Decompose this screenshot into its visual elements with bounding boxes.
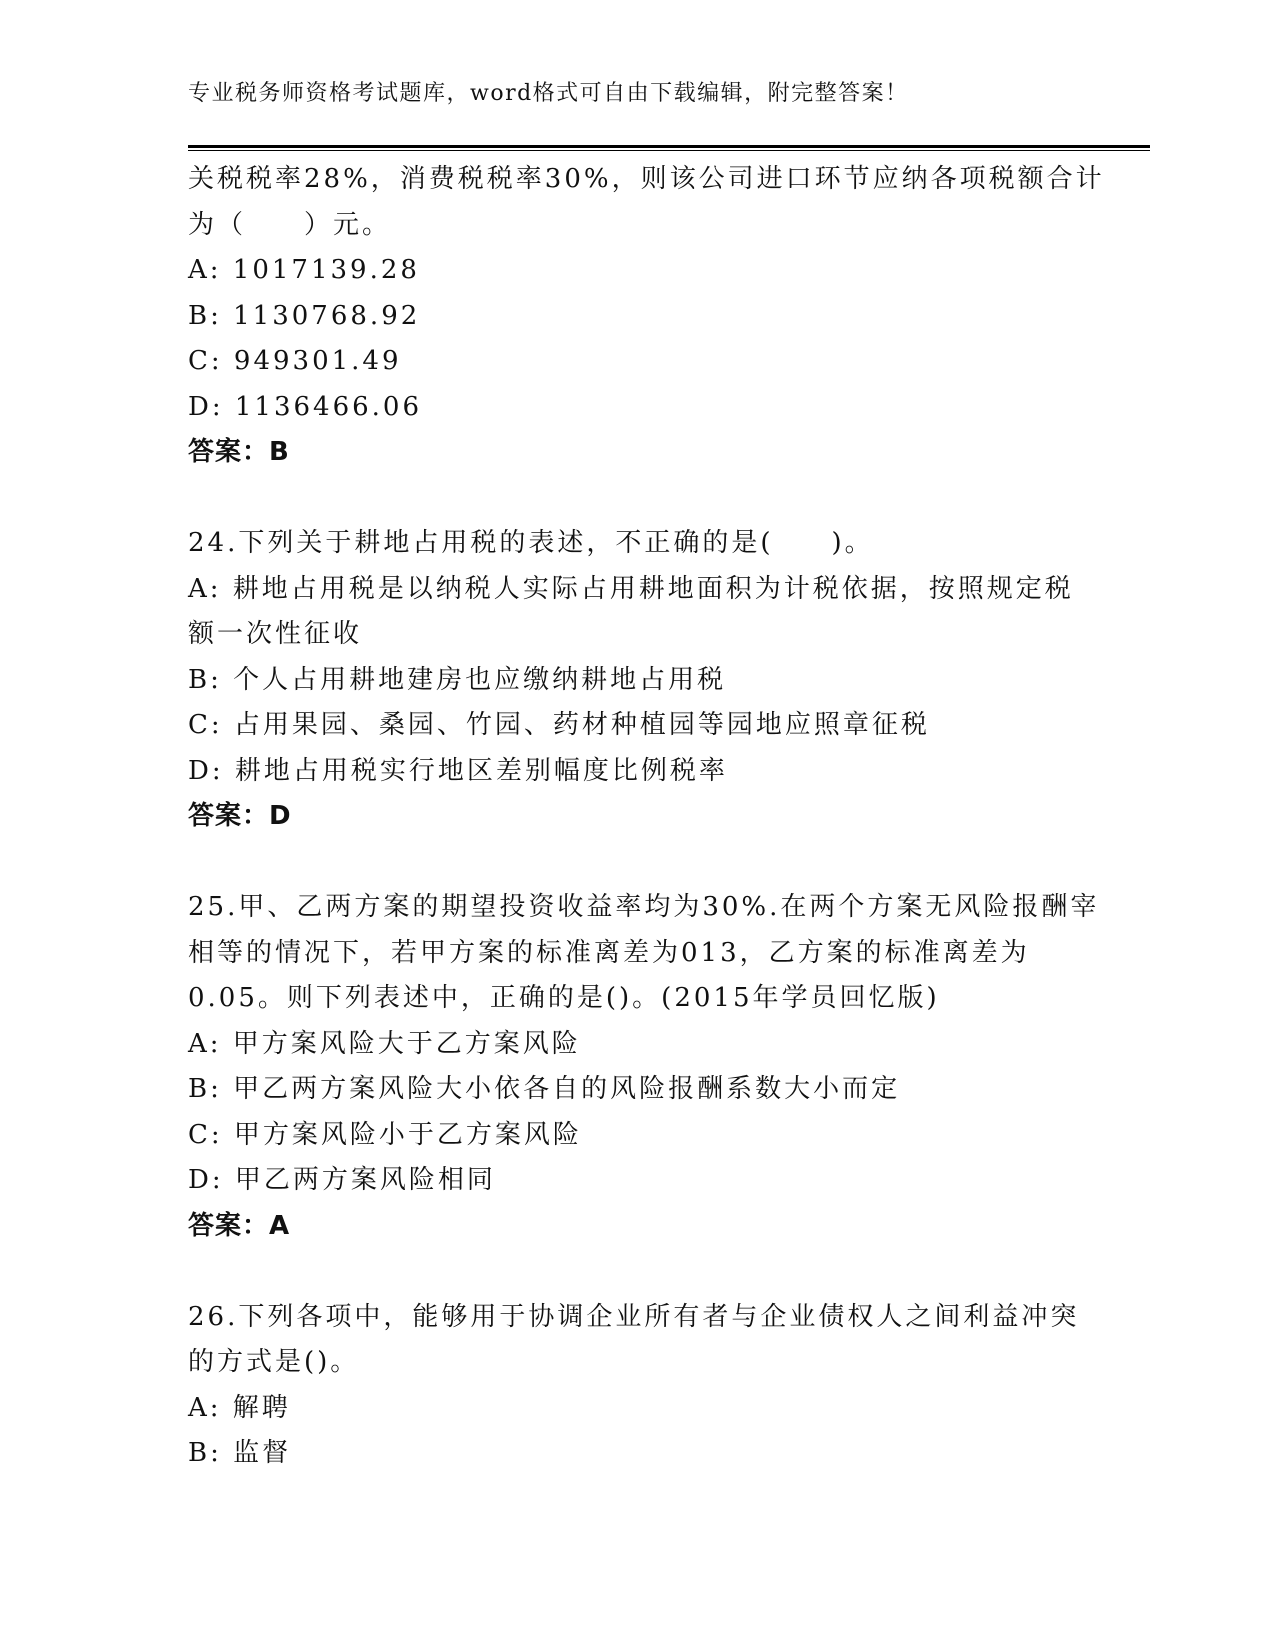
- option-a: A: 1017139.28: [188, 255, 420, 285]
- option-c: C: 949301.49: [188, 346, 402, 376]
- question-stem-line: 的方式是()。: [188, 1347, 360, 1377]
- option-d: D: 甲乙两方案风险相同: [188, 1165, 496, 1195]
- question-stem-line: 25.甲、乙两方案的期望投资收益率均为30%.在两个方案无风险报酬宰: [188, 892, 1100, 922]
- spacer: [188, 476, 1108, 522]
- spacer: [188, 840, 1108, 886]
- option-b: B: 1130768.92: [188, 300, 421, 331]
- answer-label: 答案：B: [188, 437, 290, 467]
- question-23: [188, 157, 1108, 476]
- question-stem-line: 0.05。则下列表述中，正确的是()。(2015年学员回忆版): [188, 983, 940, 1013]
- question-stem-line: 关税税率28%，消费税税率30%，则该公司进口环节应纳各项税额合计: [188, 164, 1105, 194]
- option-a: A: 甲方案风险大于乙方案风险: [188, 1028, 581, 1059]
- answer-label: 答案：D: [188, 801, 292, 831]
- option-d: D: 1136466.06: [188, 391, 423, 422]
- spacer: [188, 1249, 1108, 1295]
- option-b: B: 个人占用耕地建房也应缴纳耕地占用税: [188, 664, 727, 695]
- question-24: [188, 521, 1108, 840]
- option-a-continued: 额一次性征收: [188, 619, 363, 649]
- page-header: 专业税务师资格考试题库，word格式可自由下载编辑，附完整答案！: [188, 81, 909, 106]
- option-b: B: 甲乙两方案风险大小依各自的风险报酬系数大小而定: [188, 1074, 901, 1104]
- question-stem-line: 24.下列关于耕地占用税的表述，不正确的是( )。: [188, 528, 874, 558]
- answer-label: 答案：A: [188, 1210, 291, 1241]
- option-c: C: 甲方案风险小于乙方案风险: [188, 1119, 582, 1150]
- question-26: [188, 1295, 1108, 1477]
- header-rule-thin: [188, 150, 1150, 151]
- question-stem-line: 为（ ）元。: [188, 209, 392, 240]
- option-b: B: 监督: [188, 1438, 292, 1468]
- question-content: [188, 157, 1108, 1477]
- option-a: A: 耕地占用税是以纳税人实际占用耕地面积为计税依据，按照规定税: [188, 573, 1074, 604]
- question-stem-line: 相等的情况下，若甲方案的标准离差为013，乙方案的标准离差为: [188, 937, 1030, 968]
- question-25: [188, 885, 1108, 1249]
- option-a: A: 解聘: [188, 1392, 291, 1423]
- question-stem-line: 26.下列各项中，能够用于协调企业所有者与企业债权人之间利益冲突: [188, 1301, 1080, 1332]
- option-d: D: 耕地占用税实行地区差别幅度比例税率: [188, 755, 728, 786]
- header-rule-thick: [188, 145, 1150, 148]
- option-c: C: 占用果园、桑园、竹园、药材种植园等园地应照章征税: [188, 710, 930, 740]
